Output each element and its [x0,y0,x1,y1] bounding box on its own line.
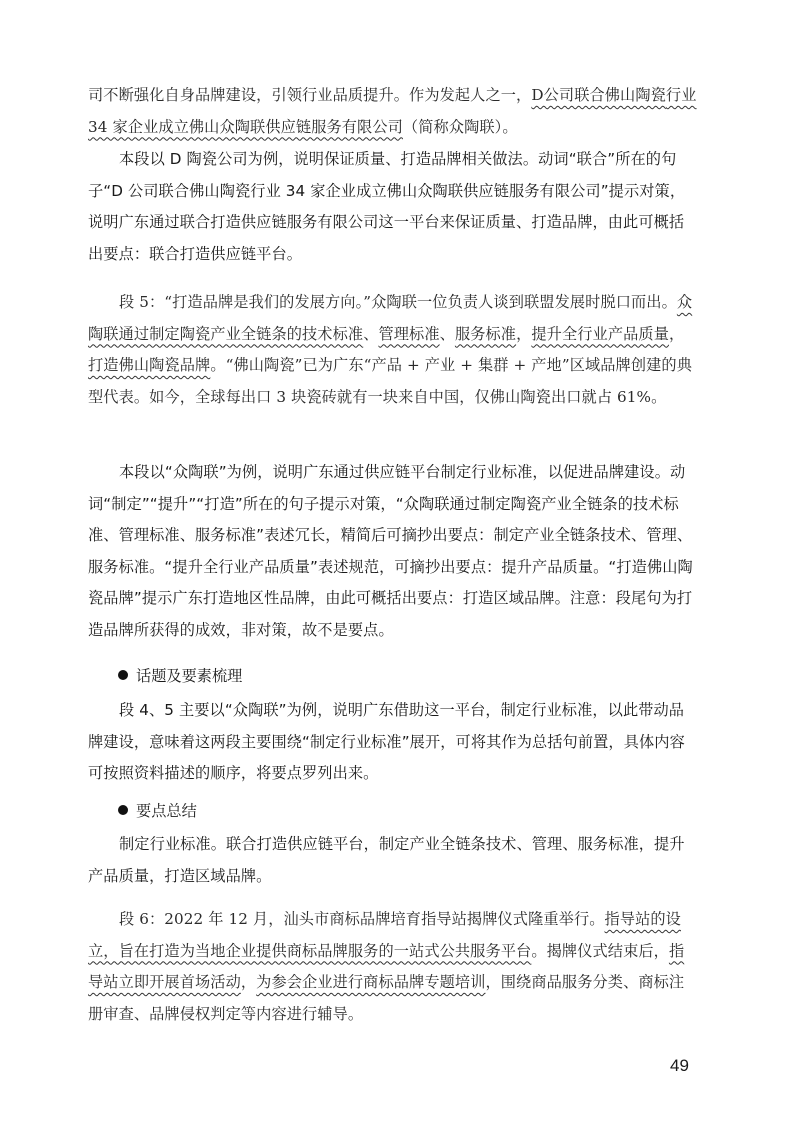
page-number: 49 [670,1056,689,1075]
analysis-paragraph-1: 本段以 D 陶瓷公司为例，说明保证质量、打造品牌相关做法。动词“联合”所在的句子“D 公司联合佛山陶瓷行业 34 家企业成立佛山众陶联供应链服务有限公司”提示对策，说明广东通过联合打造供应链服务有限公司这一平台来保证质量、打造品牌，由此可概括出要点：联合打造供应链平台。 [88,150,686,263]
bullet-icon [118,670,128,680]
heading-text: 要点总结 [136,802,197,820]
underlined-text: 指导站的设立，旨在打造为当地企业提供商标品牌服务的一站式公共服务平台 [88,910,681,960]
analysis-paragraph-2: 本段以“众陶联”为例，说明广东通过供应链平台制定行业标准，以促进品牌建设。动词“制定”“提升”“打造”所在的句子提示对策，“众陶联通过制定陶瓷产业全链条的技术标准、管理标准、服务标准”表述冗长，精简后可摘抄出要点：制定产业全链条技术、管理、服务标准。“提升全行业产品质量”表述规范，可摘抄出要点：提升产品质量。“打造佛山陶瓷品牌”提示广东打造地区性品牌，由此可概括出要点：打造区域品牌。注意：段尾句为打造品牌所获得的成效，非对策，故不是要点。 [88,463,693,639]
section-heading-topic [118,661,242,693]
text: ， [240,973,257,991]
underlined-text: 指导站立即开展首场活动 [88,941,685,991]
bullet-icon [118,805,128,815]
underlined-text: 提升全行业产品质量 [531,324,669,343]
text: 、 [363,324,379,343]
underlined-text: 服务标准 [454,324,517,343]
underlined-text: 打造佛山陶瓷品牌 [88,356,211,374]
underlined-text: 管理标准 [378,324,440,343]
text: 。“佛山陶瓷”已为广东“产品 + 产业 + 集群 + 产地”区域品牌创建的典型代表。如今，全球每出口 3 块瓷砖就有一块来自中国，仅佛山陶瓷出口就占 61%。 [88,356,692,406]
text: ，围绕商品服务分类、商标注册审查、品牌侵权判定等内容进行辅导。 [88,973,685,1023]
summary-paragraph: 制定行业标准。联合打造供应链平台，制定产业全链条技术、管理、服务标准，提升产品质量，打造区域品牌。 [88,835,685,885]
text: ， [516,324,532,343]
text: 段 6：2022 年 12 月，汕头市商标品牌培育指导站揭牌仪式隆重举行。 [119,910,605,928]
material-paragraph-6 [88,904,698,1030]
underlined-text: 行业 34 家企业成立佛山众陶联供应链服务有限公司 [88,86,697,136]
paragraph-continuation [88,80,698,143]
material-paragraph-5 [88,287,698,413]
text: ， [668,324,685,343]
topic-paragraph: 段 4、5 主要以“众陶联”为例，说明广东借助这一平台，制定行业标准，以此带动品牌建设，意味着这两段主要围绕“制定行业标准”展开，可将其作为总括句前置，具体内容可按照资料描述的顺序，将要点罗列出来。 [88,701,685,782]
text: 段 5：“打造品牌是我们的发展方向。”众陶联一位负责人谈到联盟发展时脱口而出。 [119,293,677,311]
heading-text: 话题及要素梳理 [136,667,243,685]
section-heading-summary [118,796,197,828]
underlined-text: 众陶联通过制定陶瓷产业全链条的技术标准 [88,293,693,343]
text: （简称众陶联）。 [402,117,518,136]
underlined-text: D公司联合佛山陶瓷 [531,86,666,104]
underlined-text: 为参会企业进行商标品牌专题培训 [256,973,486,991]
text: 。揭牌仪式结束后， [531,941,669,960]
text: 、 [439,324,455,343]
text: 司不断强化自身品牌建设，引领行业品质提升。作为发起人之一， [88,86,532,104]
